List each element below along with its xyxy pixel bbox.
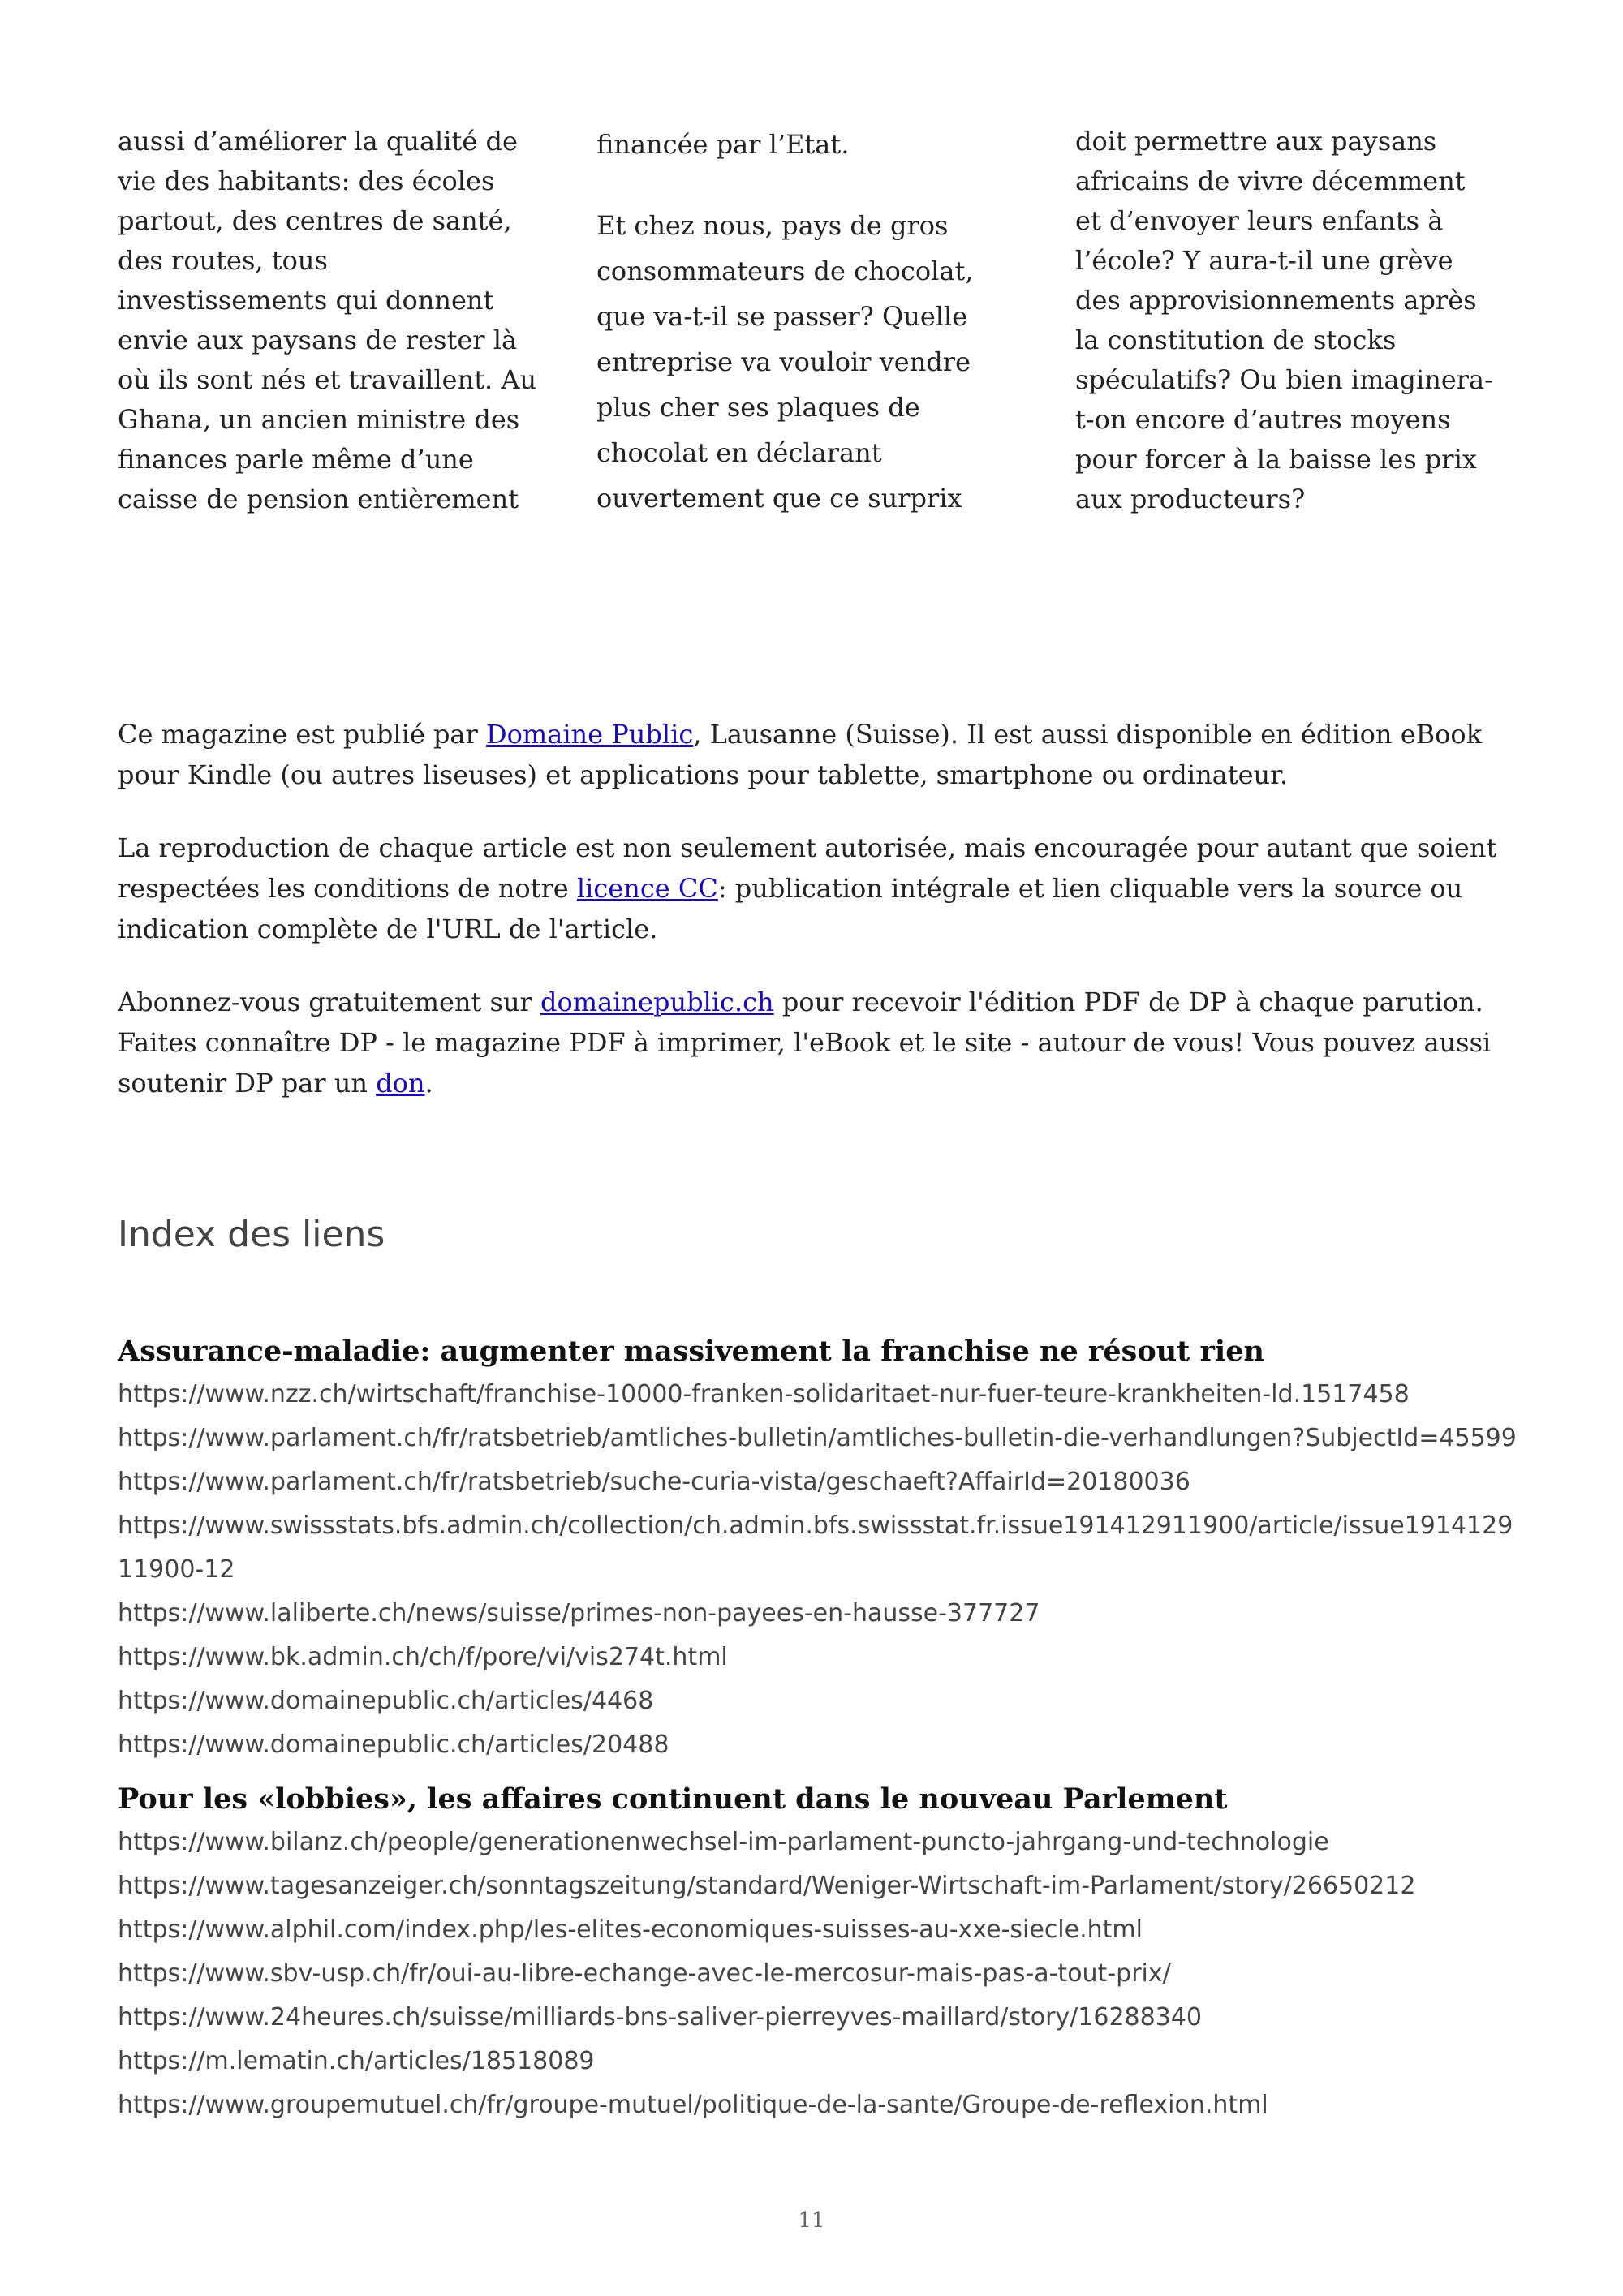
url-list bbox=[118, 1821, 1522, 2127]
donation-link[interactable]: don bbox=[376, 1068, 425, 1099]
column-paragraph: Et chez nous, pays de gros consommateurs de chocolat, que va-t-il se passer? Quelle entreprise va vouloir vendre plus cher ses plaques de chocolat en déclarant ouvertement que ce surprix bbox=[596, 210, 974, 514]
column-paragraph: financée par l’Etat. bbox=[596, 129, 850, 160]
url-item[interactable]: https://www.parlament.ch/fr/ratsbetrieb/amtliches-bulletin/amtliches-bulletin-die-verhandlungen?SubjectId=45599 bbox=[118, 1424, 1517, 1452]
url-item[interactable]: https://www.domainepublic.ch/articles/20488 bbox=[118, 1731, 669, 1759]
url-item[interactable]: https://www.groupemutuel.ch/fr/groupe-mutuel/politique-de-la-sante/Groupe-de-reflexion.html bbox=[118, 2091, 1268, 2119]
text: La reproduction de chaque article est non seulement autorisée, mais encouragée pour autant que soient respectées les conditions de notre bbox=[118, 832, 1497, 904]
article-columns bbox=[118, 122, 1513, 527]
section-heading: Pour les «lobbies», les affaires continuent dans le nouveau Parlement bbox=[118, 1782, 1228, 1816]
text: . bbox=[424, 1068, 433, 1099]
domaine-public-link[interactable]: Domaine Public bbox=[485, 719, 694, 750]
url-item[interactable]: https://www.domainepublic.ch/articles/4468 bbox=[118, 1687, 654, 1715]
column-paragraph: doit permettre aux paysans africains de vivre décemment et d’envoyer leurs enfants à l’école? Y aura-t-il une grève des approvisionnements après la constitution de stocks spéculatifs? Ou bien imaginera-t-on encore d’autres moyens pour forcer à la baisse les prix aux producteurs? bbox=[1075, 126, 1493, 514]
domainepublic-link[interactable]: domainepublic.ch bbox=[540, 987, 774, 1017]
url-item[interactable]: https://www.sbv-usp.ch/fr/oui-au-libre-echange-avec-le-mercosur-mais-pas-a-tout-prix/ bbox=[118, 1959, 1171, 1988]
column-1 bbox=[118, 122, 540, 519]
license-paragraph bbox=[118, 828, 1522, 949]
url-item[interactable]: https://www.parlament.ch/fr/ratsbetrieb/suche-curia-vista/geschaeft?AffairId=20180036 bbox=[118, 1468, 1190, 1496]
text: , Lausanne (Suisse). Il est aussi disponible en édition eBook pour Kindle (ou autres liseuses) et applications pour tablette, smartphone ou ordinateur. bbox=[118, 719, 1483, 790]
url-item[interactable]: https://www.tagesanzeiger.ch/sonntagszeitung/standard/Weniger-Wirtschaft-im-Parlament/story/26650212 bbox=[118, 1872, 1416, 1900]
text: Abonnez-vous gratuitement sur bbox=[118, 987, 541, 1017]
column-2 bbox=[596, 122, 1018, 521]
column-3 bbox=[1075, 122, 1497, 519]
publisher-paragraph bbox=[118, 714, 1522, 795]
text: Ce magazine est publié par bbox=[118, 719, 486, 750]
url-list bbox=[118, 1373, 1522, 1767]
column-paragraph: aussi d’améliorer la qualité de vie des habitants: des écoles partout, des centres de santé, des routes, tous investissements qui donnent envie aux paysans de rester là où ils sont nés et travaillent. Au Ghana, un ancien ministre des finances parle même d’une caisse de pension entièrement bbox=[118, 126, 537, 514]
licence-cc-link[interactable]: licence CC bbox=[576, 873, 718, 904]
url-item[interactable]: https://www.bk.admin.ch/ch/f/pore/vi/vis274t.html bbox=[118, 1643, 728, 1671]
text: pour recevoir l'édition PDF de DP à chaque parution. Faites connaître DP - le magazine PDF à imprimer, l'eBook et le site - autour de vous! Vous pouvez aussi soutenir DP par un bbox=[118, 987, 1492, 1099]
url-item[interactable]: https://www.laliberte.ch/news/suisse/primes-non-payees-en-hausse-377727 bbox=[118, 1599, 1040, 1627]
page-number: 11 bbox=[798, 2208, 825, 2233]
url-item[interactable]: https://m.lematin.ch/articles/18518089 bbox=[118, 2047, 595, 2075]
text: : publication intégrale et lien cliquable vers la source ou indication complète de l'URL de l'article. bbox=[118, 873, 1463, 944]
url-item[interactable]: https://www.nzz.ch/wirtschaft/franchise-10000-franken-solidaritaet-nur-fuer-teure-krankheiten-ld.1517458 bbox=[118, 1380, 1410, 1408]
url-item[interactable]: https://www.alphil.com/index.php/les-elites-economiques-suisses-au-xxe-siecle.html bbox=[118, 1915, 1143, 1944]
subscribe-paragraph bbox=[118, 982, 1522, 1103]
url-item[interactable]: https://www.swissstats.bfs.admin.ch/collection/ch.admin.bfs.swissstat.fr.issue191412911900/article/issue191412911900-12 bbox=[118, 1511, 1513, 1584]
url-item[interactable]: https://www.bilanz.ch/people/generationenwechsel-im-parlament-puncto-jahrgang-und-technologie bbox=[118, 1828, 1329, 1856]
index-title: Index des liens bbox=[118, 1214, 385, 1255]
link-index bbox=[118, 1331, 1522, 2139]
url-item[interactable]: https://www.24heures.ch/suisse/milliards-bns-saliver-pierreyves-maillard/story/16288340 bbox=[118, 2003, 1202, 2032]
publisher-info bbox=[118, 714, 1522, 1136]
section-heading: Assurance-maladie: augmenter massivement la franchise ne résout rien bbox=[118, 1335, 1264, 1368]
